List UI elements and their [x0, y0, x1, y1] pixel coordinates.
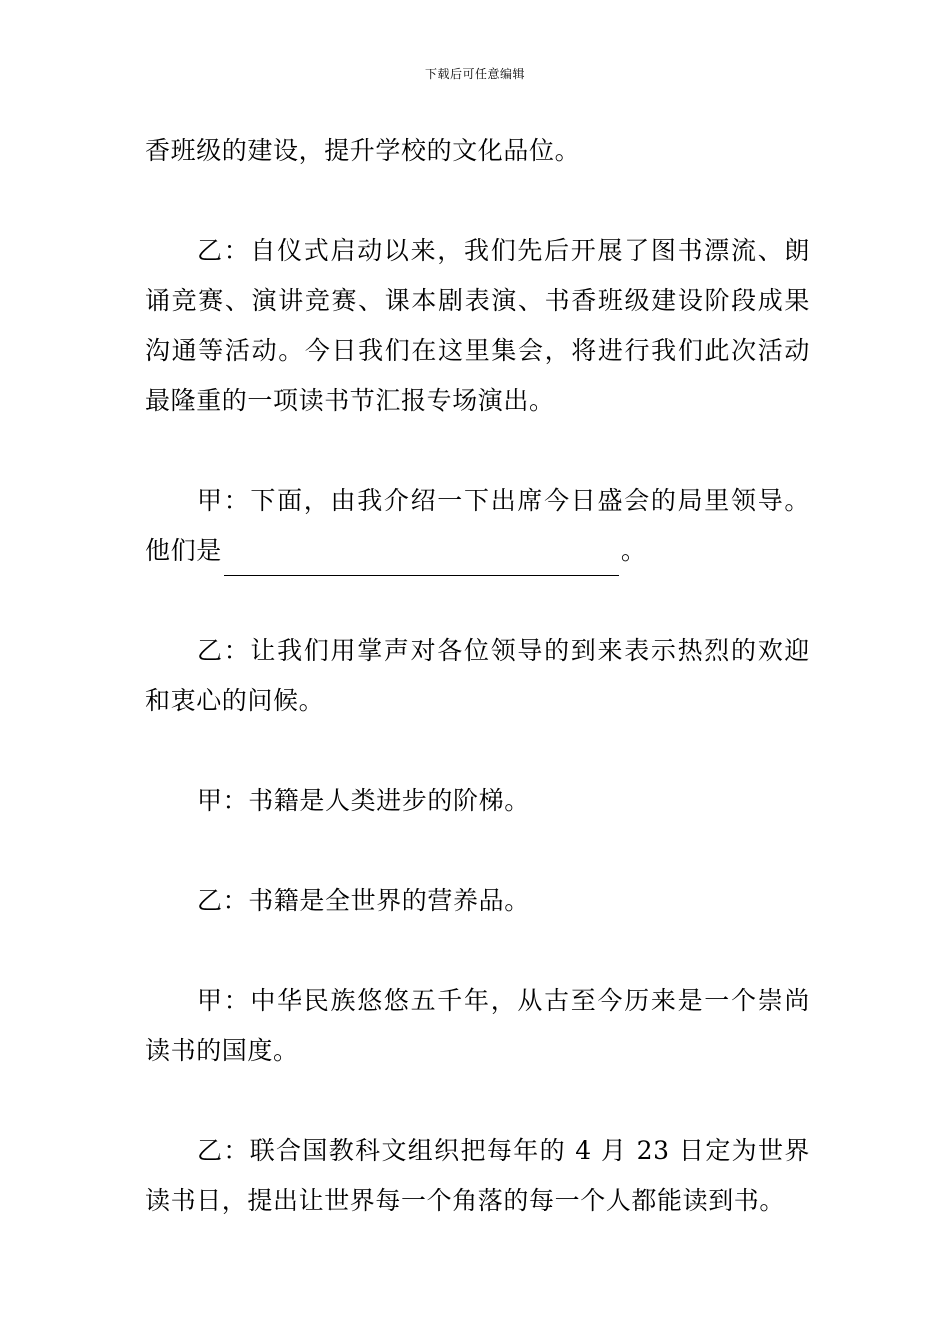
- paragraph-spacer: [145, 826, 810, 876]
- paragraph-8: 乙：联合国教科文组织把每年的 4 月 23 日定为世界读书日，提出让世界每一个角落的每一个人都能读到书。: [145, 1136, 810, 1215]
- paragraph-6: 乙：书籍是全世界的营养品。: [197, 886, 530, 915]
- paragraph-3: [145, 476, 810, 576]
- paragraph-3-end: 。: [620, 536, 647, 565]
- paragraph-spacer: [145, 426, 810, 476]
- paragraph-spacer: [145, 576, 810, 626]
- paragraph-spacer: [145, 176, 810, 226]
- paragraph-1: 香班级的建设，提升学校的文化品位。: [145, 136, 581, 165]
- paragraph-spacer: [145, 1076, 810, 1126]
- document-body: [145, 126, 810, 1226]
- page-header: 下载后可任意编辑: [424, 67, 525, 81]
- fill-in-blank-line: [224, 541, 619, 576]
- paragraph-2: 乙：自仪式启动以来，我们先后开展了图书漂流、朗诵竞赛、演讲竞赛、课本剧表演、书香班级建设阶段成果沟通等活动。今日我们在这里集会，将进行我们此次活动最隆重的一项读书节汇报专场演出。: [145, 236, 810, 415]
- paragraph-5: 甲：书籍是人类进步的阶梯。: [197, 786, 530, 815]
- paragraph-3-text: 甲：下面，由我介绍一下出席今日盛会的局里领导。他们是: [145, 486, 810, 565]
- paragraph-4: 乙：让我们用掌声对各位领导的到来表示热烈的欢迎和衷心的问候。: [145, 636, 810, 715]
- paragraph-spacer: [145, 726, 810, 776]
- paragraph-7: 甲：中华民族悠悠五千年，从古至今历来是一个崇尚读书的国度。: [145, 986, 810, 1065]
- paragraph-spacer: [145, 926, 810, 976]
